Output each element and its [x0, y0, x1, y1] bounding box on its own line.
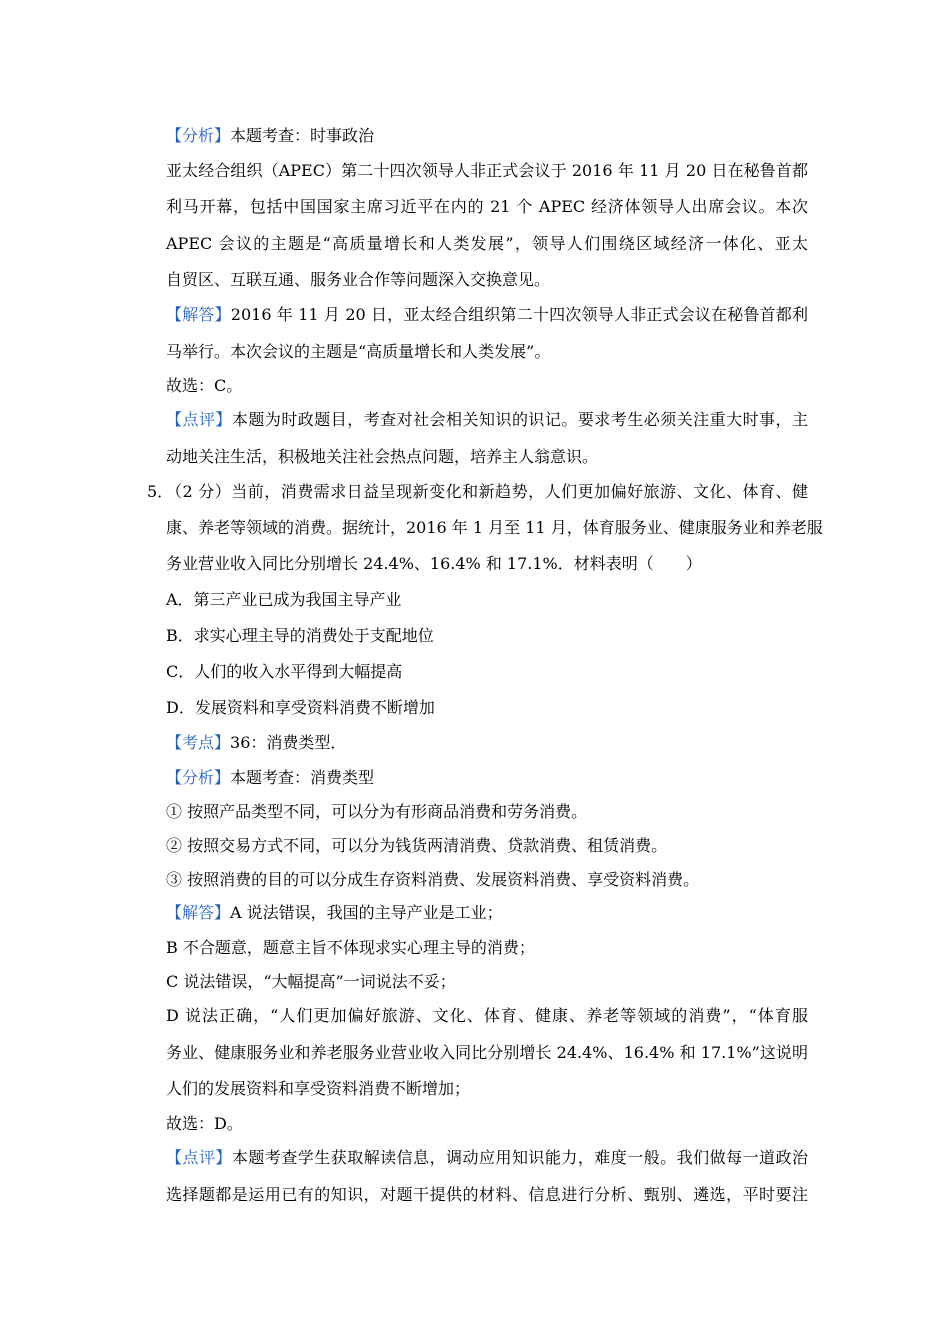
- answer-line: 人们的发展资料和享受资料消费不断增加；: [166, 1079, 471, 1098]
- analysis-tag: 【分析】: [166, 126, 231, 145]
- analysis-tag: 【分析】: [166, 768, 231, 787]
- analysis-item: ① 按照产品类型不同，可以分为有形商品消费和劳务消费。: [166, 802, 588, 821]
- question-stem-line: 务业营业收入同比分别增长 24.4%、16.4% 和 17.1%．材料表明（ ）: [166, 554, 702, 573]
- analysis-heading: [166, 767, 808, 789]
- comment-tag: 【点评】: [166, 1148, 232, 1167]
- comment-line: 选择题都是运用已有的知识，对题干提供的材料、信息进行分析、甄别、遴选，平时要注: [166, 1185, 808, 1204]
- analysis-item: ③ 按照消费的目的可以分成生存资料消费、发展资料消费、享受资料消费。: [166, 870, 700, 889]
- analysis-item: ② 按照交易方式不同，可以分为钱货两清消费、贷款消费、租赁消费。: [166, 836, 668, 855]
- option-a: A．第三产业已成为我国主导产业: [166, 590, 402, 609]
- answer-line: B 不合题意，题意主旨不体现求实心理主导的消费；: [166, 938, 535, 957]
- comment-heading: [166, 409, 808, 431]
- question-stem-line: 康、养老等领域的消费。据统计，2016 年 1 月至 11 月，体育服务业、健康服务业和养老服: [166, 518, 823, 537]
- answer-line: 马举行。本次会议的主题是“高质量增长和人类发展”。: [166, 342, 551, 361]
- analysis-summary: 本题考查：时事政治: [230, 126, 375, 145]
- choice-line: 故选：D。: [166, 1114, 243, 1133]
- answer-text: 2016 年 11 月 20 日，亚太经合组织第二十四次领导人非正式会议在秘鲁首都利: [230, 305, 808, 324]
- answer-tag: 【解答】: [166, 903, 231, 922]
- answer-tag: 【解答】: [166, 305, 231, 324]
- comment-text: 本题考查学生获取解读信息，调动应用知识能力，难度一般。我们做每一道政治: [231, 1148, 808, 1167]
- answer-heading: [166, 304, 808, 326]
- answer-line: D 说法正确，“人们更加偏好旅游、文化、体育、健康、养老等领域的消费”，“体育服: [166, 1006, 808, 1025]
- analysis-paragraph-line: 利马开幕，包括中国国家主席习近平在内的 21 个 APEC 经济体领导人出席会议。本次: [166, 197, 808, 216]
- answer-line: C 说法错误，“大幅提高”一词说法不妥；: [166, 972, 456, 991]
- analysis-paragraph-line: 自贸区、互联互通、服务业合作等问题深入交换意见。: [166, 270, 551, 289]
- comment-line: 动地关注生活，积极地关注社会热点问题，培养主人翁意识。: [166, 447, 599, 466]
- point-text: 36：消费类型．: [230, 733, 347, 752]
- choice-line: 故选：C。: [166, 376, 243, 395]
- question-number: 5．: [147, 482, 174, 501]
- point-tag: 【考点】: [166, 733, 231, 752]
- answer-line: 务业、健康服务业和养老服务业营业收入同比分别增长 24.4%、16.4% 和 17.1%”这说明: [166, 1043, 808, 1062]
- point-heading: [166, 732, 808, 754]
- analysis-heading: [166, 125, 808, 147]
- comment-text: 本题为时政题目，考查对社会相关知识的识记。要求考生必须关注重大时事，主: [231, 410, 808, 429]
- option-b: B．求实心理主导的消费处于支配地位: [166, 626, 434, 645]
- answer-text: A 说法错误，我国的主导产业是工业；: [230, 903, 503, 922]
- option-c: C．人们的收入水平得到大幅提高: [166, 662, 403, 681]
- option-d: D．发展资料和享受资料消费不断增加: [166, 698, 435, 717]
- analysis-paragraph-line: 亚太经合组织（APEC）第二十四次领导人非正式会议于 2016 年 11 月 20 日在秘鲁首都: [166, 161, 808, 180]
- comment-heading: [166, 1147, 808, 1169]
- comment-tag: 【点评】: [166, 410, 232, 429]
- answer-heading: [166, 902, 808, 924]
- analysis-summary: 本题考查：消费类型: [230, 768, 375, 787]
- analysis-paragraph-line: APEC 会议的主题是“高质量增长和人类发展”，领导人们围绕区域经济一体化、亚太: [166, 234, 808, 253]
- question-stem-line: （2 分）当前，消费需求日益呈现新变化和新趋势，人们更加偏好旅游、文化、体育、健: [166, 482, 808, 501]
